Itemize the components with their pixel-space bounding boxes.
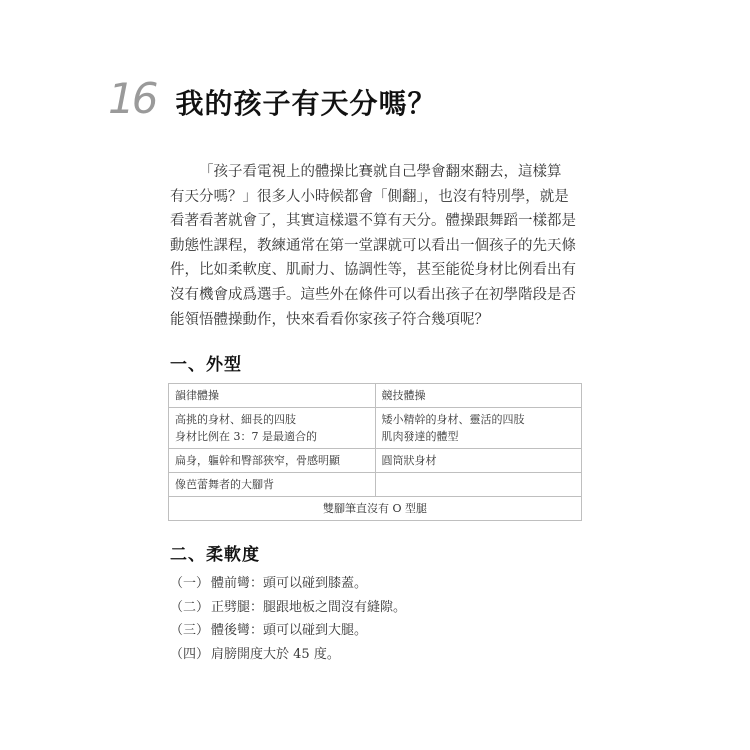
cell-line: 高挑的身材、細長的四肢 xyxy=(175,413,296,426)
section-heading-flexibility: 二、柔軟度 xyxy=(170,545,260,565)
intro-line: 看著看著就會了，其實這樣還不算有天分。體操跟舞蹈一樣都是 xyxy=(170,213,576,230)
list-item xyxy=(170,572,406,596)
intro-line: 件，比如柔軟度、肌耐力、協調性等，甚至能從身材比例看出有 xyxy=(170,262,576,279)
intro-line: 「孩子看電視上的體操比賽就自己學會翻來翻去，這樣算 xyxy=(199,164,562,180)
cell-line: 像芭蕾舞者的大腳背 xyxy=(175,478,274,491)
cell-line: 圓筒狀身材 xyxy=(381,454,437,467)
cell-line: 身材比例在 3：7 是最適合的 xyxy=(175,430,317,443)
chapter-header xyxy=(108,74,436,123)
chapter-title: 我的孩子有天分嗎？ xyxy=(175,87,437,120)
table-header-row xyxy=(169,384,582,408)
intro-paragraph xyxy=(170,160,588,332)
table-footer-row xyxy=(169,497,582,521)
table-row xyxy=(169,408,582,449)
table-cell xyxy=(169,449,376,473)
table-cell xyxy=(169,408,376,449)
table-header-rhythmic: 韻律體操 xyxy=(169,384,376,408)
list-item-number: （一） xyxy=(170,576,210,591)
table-cell xyxy=(375,449,582,473)
table-header-artistic: 競技體操 xyxy=(375,384,582,408)
list-item xyxy=(170,619,406,643)
cell-line: 肌肉發達的體型 xyxy=(381,430,459,443)
list-item-text: 體前彎：頭可以碰到膝蓋。 xyxy=(211,576,368,591)
list-item xyxy=(170,596,406,620)
list-item xyxy=(170,643,406,667)
table-cell xyxy=(375,408,582,449)
list-item-number: （四） xyxy=(170,646,210,662)
table-cell xyxy=(169,473,376,497)
intro-line: 動態性課程，教練通常在第一堂課就可以看出一個孩子的先天條 xyxy=(170,237,576,254)
flexibility-list xyxy=(170,572,406,666)
list-item-text: 肩膀開度大於 45 度。 xyxy=(211,646,340,662)
intro-line: 沒有機會成爲選手。這些外在條件可以看出孩子在初學階段是否 xyxy=(170,286,576,303)
list-item-number: （二） xyxy=(170,599,210,615)
cell-line: 矮小精幹的身材、靈活的四肢 xyxy=(381,413,525,426)
chapter-number: 16 xyxy=(108,74,156,123)
list-item-text: 正劈腿：腿跟地板之間沒有縫隙。 xyxy=(211,599,407,615)
intro-line: 能領悟體操動作，快來看看你家孩子符合幾項呢？ xyxy=(170,311,489,328)
table-cell-empty xyxy=(375,473,582,497)
body-type-table xyxy=(168,383,582,521)
list-item-number: （三） xyxy=(170,623,210,638)
table-row xyxy=(169,449,582,473)
section-heading-appearance: 一、外型 xyxy=(170,355,242,375)
cell-line: 扁身，軀幹和臀部狹窄，骨感明顯 xyxy=(175,454,340,467)
table-row xyxy=(169,473,582,497)
table-footer-cell: 雙腳筆直沒有 O 型腿 xyxy=(169,497,582,521)
list-item-text: 體後彎：頭可以碰到大腿。 xyxy=(211,623,368,638)
intro-line: 有天分嗎？」很多人小時候都會「側翻」，也沒有特別學，就是 xyxy=(170,188,569,205)
